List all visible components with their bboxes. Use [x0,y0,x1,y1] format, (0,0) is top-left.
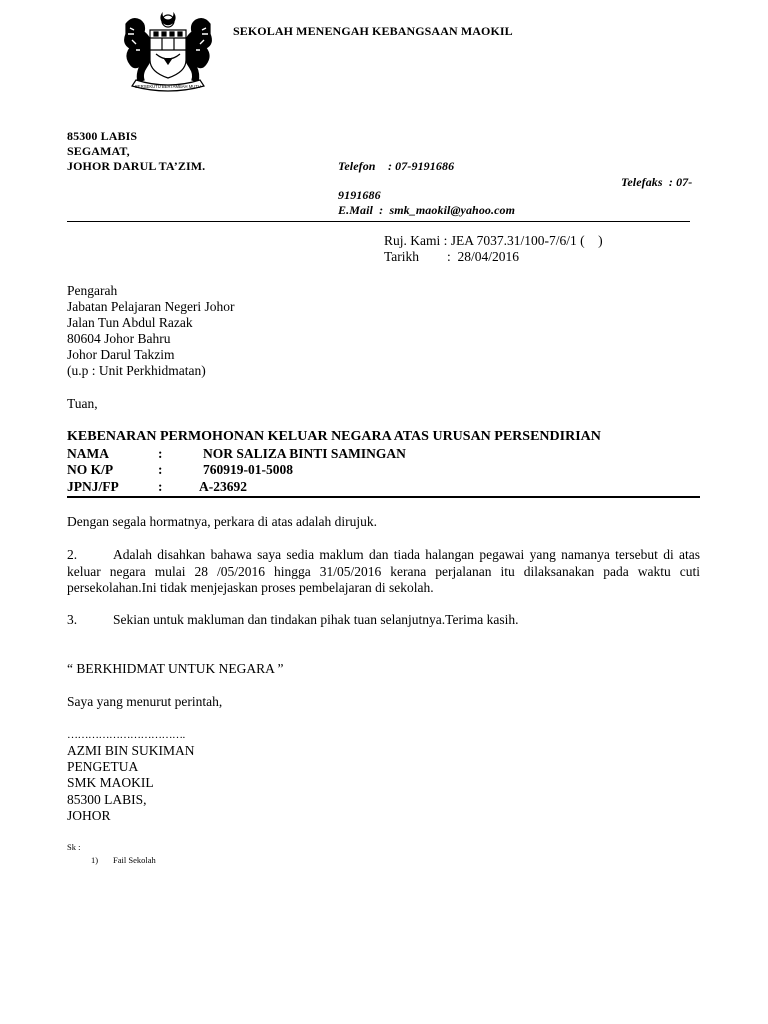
telefaks-label: Telefaks : 07- [621,175,693,189]
recipient-line-3: Jalan Tun Abdul Razak [67,315,193,330]
subject-value-name: NOR SALIZA BINTI SAMINGAN [203,446,406,461]
telefon: Telefon : 07-9191686 [338,159,455,173]
subject-title: KEBENARAN PERMOHONAN KELUAR NEGARA ATAS URUSAN PERSENDIRIAN [67,429,601,444]
recipient-line-5: Johor Darul Takzim [67,347,175,362]
closing-phrase: Saya yang menurut perintah, [67,694,223,709]
salutation: Tuan, [67,396,98,411]
closing-motto: “ BERKHIDMAT UNTUK NEGARA ” [67,661,284,676]
email: E.Mail : smk_maokil@yahoo.com [338,203,516,217]
signature-line: ……………………………. [67,729,185,741]
subject-colon-name: : [158,446,163,461]
paragraph-2-number: 2. [67,547,78,562]
subject-colon-file: : [158,479,163,494]
cc-item-text: Fail Sekolah [113,855,156,865]
address-line-2: SEGAMAT, [67,144,130,158]
date-label: Tarikh [384,249,420,264]
cc-item-number: 1) [91,855,99,865]
signatory-address-1: 85300 LABIS, [67,792,147,807]
address-line-3: JOHOR DARUL TA’ZIM. [67,159,206,173]
subject-label-name: NAMA [67,446,109,461]
date-value: : 28/04/2016 [447,249,520,264]
cc-label: Sk : [67,842,81,852]
address-line-1: 85300 LABIS [67,129,138,143]
signatory-school: SMK MAOKIL [67,775,154,790]
paragraph-3-text: Sekian untuk makluman dan tindakan pihak tuan selanjutnya.Terima kasih. [113,612,519,627]
signatory-address-2: JOHOR [67,808,111,823]
subject-colon-ic: : [158,462,163,477]
crest-motto: BERSEKUTU BERTAMBAH MUTU [135,84,201,89]
coat-of-arms-logo [112,10,224,92]
letterhead-divider [67,221,690,222]
signatory-name: AZMI BIN SUKIMAN [67,743,195,758]
paragraph-2-text: Adalah disahkan bahawa saya sedia maklum dan tiada halangan pegawai yang namanya tersebut di atas keluar negara mulai 28 /05/2016 hingga 31/05/2016 kerana perjalanan itu dilaksanakan pada waktu cuti persekolahan.Ini tidak menjejaskan proses pembelajaran di sekolah. [67,547,700,595]
school-name: SEKOLAH MENENGAH KEBANGSAAN MAOKIL [233,24,513,38]
intro-paragraph: Dengan segala hormatnya, perkara di atas adalah dirujuk. [67,514,377,529]
recipient-line-1: Pengarah [67,283,118,298]
subject-label-ic: NO K/P [67,462,114,477]
subject-divider [67,496,700,498]
signatory-position: PENGETUA [67,759,139,774]
telefaks-number: 9191686 [338,188,381,202]
recipient-line-4: 80604 Johor Bahru [67,331,171,346]
recipient-line-6: (u.p : Unit Perkhidmatan) [67,363,206,378]
subject-label-file: JPNJ/FP [67,479,119,494]
paragraph-3-number: 3. [67,612,78,627]
reference-number: Ruj. Kami : JEA 7037.31/100-7/6/1 ( ) [384,233,603,248]
recipient-line-2: Jabatan Pelajaran Negeri Johor [67,299,235,314]
subject-value-file: A-23692 [199,479,247,494]
subject-value-ic: 760919-01-5008 [203,462,293,477]
